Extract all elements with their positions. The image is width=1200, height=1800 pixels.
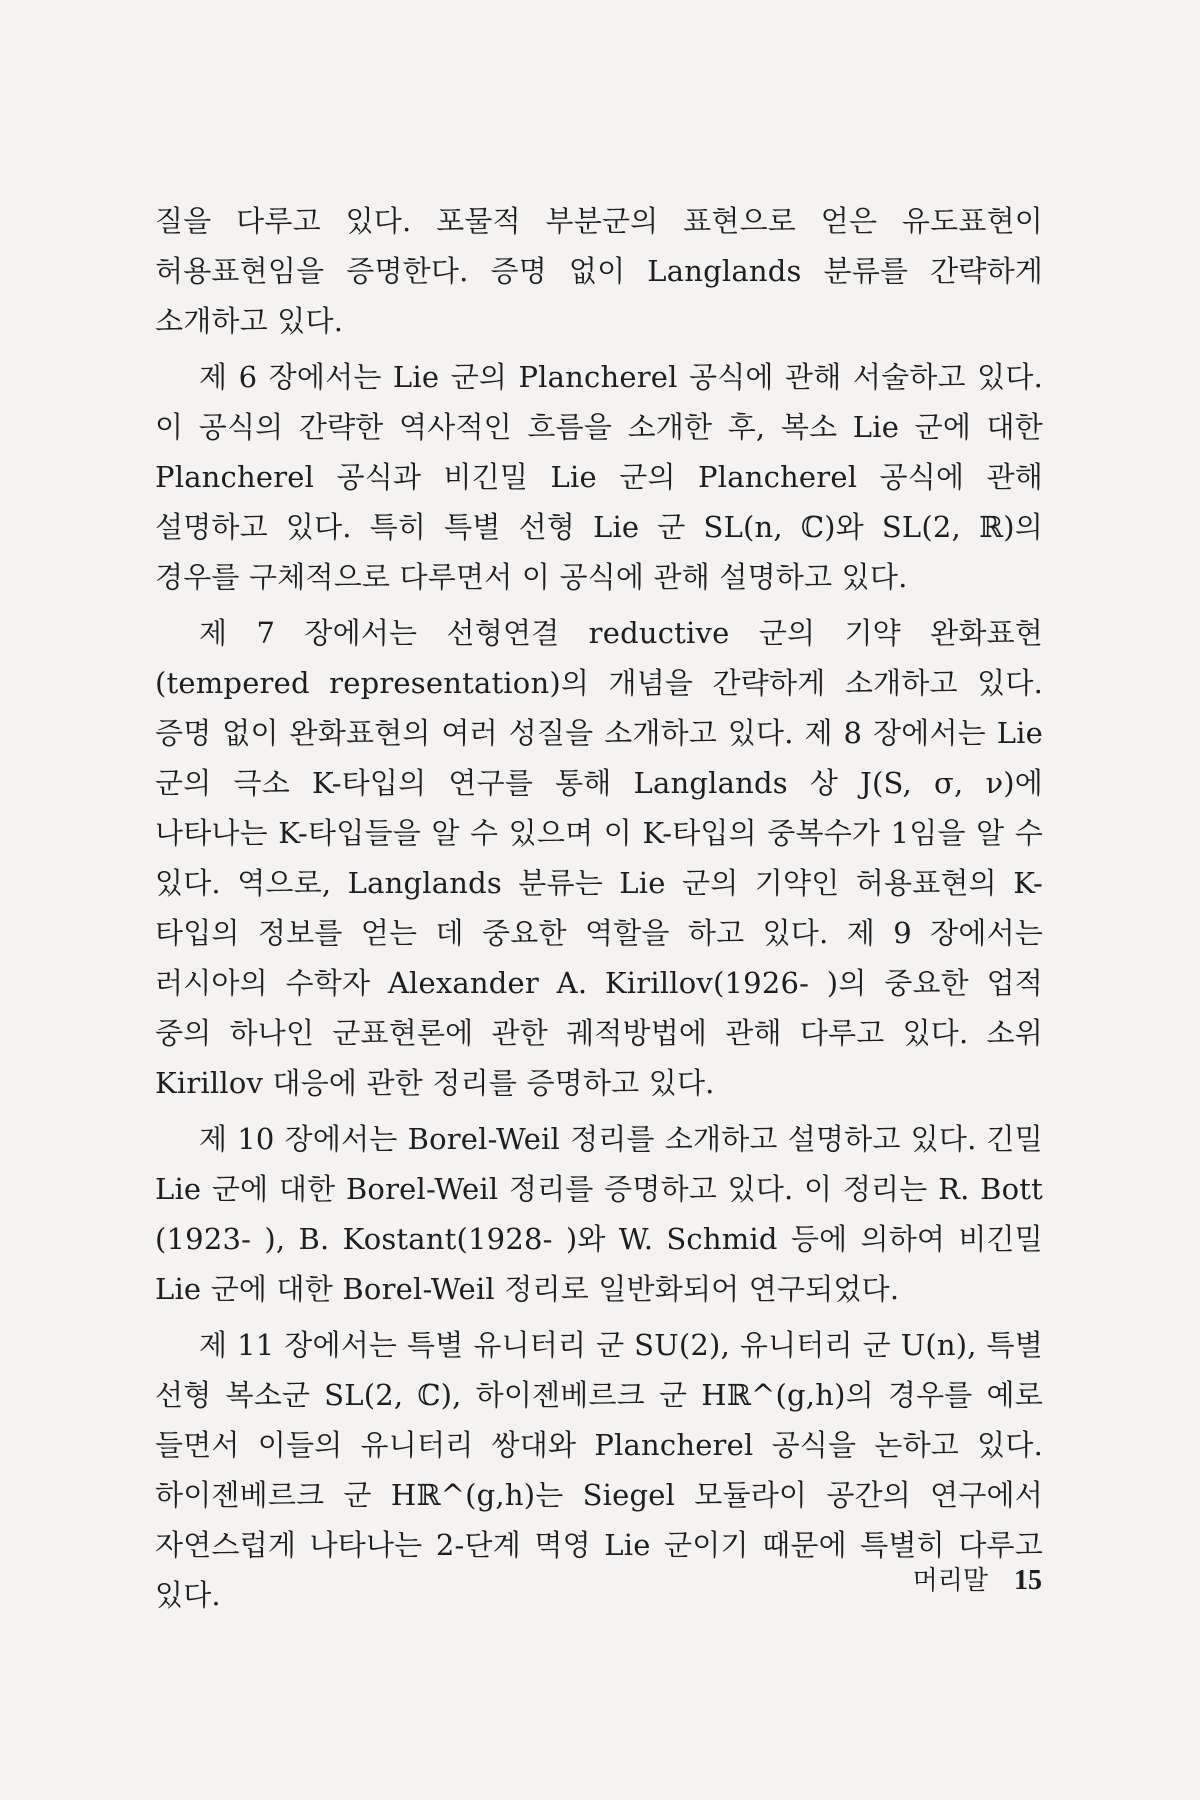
running-footer-title: 머리말 (912, 1566, 988, 1596)
paragraph: 제 7 장에서는 선형연결 reductive 군의 기약 완화표현(tempered representation)의 개념을 간략하게 소개하고 있다. 증명 없이 완화표현의 여러 성질을 소개하고 있다. 제 8 장에서는 Lie 군의 극소 K-타입의 연구를 통해 Langlands 상 J(S, σ, ν)에 나타나는 K-타입들을 알 수 있으며 이 K-타입의 중복수가 1임을 알 수 있다. 역으로, Langlands 분류는 Lie 군의 기약인 허용표현의 K-타입의 정보를 얻는 데 중요한 역할을 하고 있다. 제 9 장에서는 러시아의 수학자 Alexander A. Kirillov(1926- )의 중요한 업적 중의 하나인 군표현론에 관한 궤적방법에 관해 다루고 있다. 소위 Kirillov 대응에 관한 정리를 증명하고 있다. (155, 616, 1043, 1100)
paragraph: 제 6 장에서는 Lie 군의 Plancherel 공식에 관해 서술하고 있다. 이 공식의 간략한 역사적인 흐름을 소개한 후, 복소 Lie 군에 대한 Plancherel 공식과 비긴밀 Lie 군의 Plancherel 공식에 관해 설명하고 있다. 특히 특별 선형 Lie 군 SL(n, ℂ)와 SL(2, ℝ)의 경우를 구체적으로 다루면서 이 공식에 관해 설명하고 있다. (155, 360, 1043, 594)
page-number: 15 (1014, 1565, 1042, 1596)
paragraph: 제 10 장에서는 Borel-Weil 정리를 소개하고 설명하고 있다. 긴밀 Lie 군에 대한 Borel-Weil 정리를 증명하고 있다. 이 정리는 R. Bott (1923- ), B. Kostant(1928- )와 W. Schmid 등에 의하여 비긴밀 Lie 군에 대한 Borel-Weil 정리로 일반화되어 연구되었다. (155, 1122, 1043, 1306)
paragraph: 질을 다루고 있다. 포물적 부분군의 표현으로 얻은 유도표현이 허용표현임을 증명한다. 증명 없이 Langlands 분류를 간략하게 소개하고 있다. (155, 204, 1043, 338)
page-footer (913, 1560, 1042, 1597)
paragraph: 제 11 장에서는 특별 유니터리 군 SU(2), 유니터리 군 U(n), 특별 선형 복소군 SL(2, ℂ), 하이젠베르크 군 Hℝ^(g,h)의 경우를 예로 들면서 이들의 유니터리 쌍대와 Plancherel 공식을 논하고 있다. 하이젠베르크 군 Hℝ^(g,h)는 Siegel 모듈라이 공간의 연구에서 자연스럽게 나타나는 2-단계 멱영 Lie 군이기 때문에 특별히 다루고 있다. (155, 1328, 1043, 1612)
body-text (155, 196, 1043, 1626)
